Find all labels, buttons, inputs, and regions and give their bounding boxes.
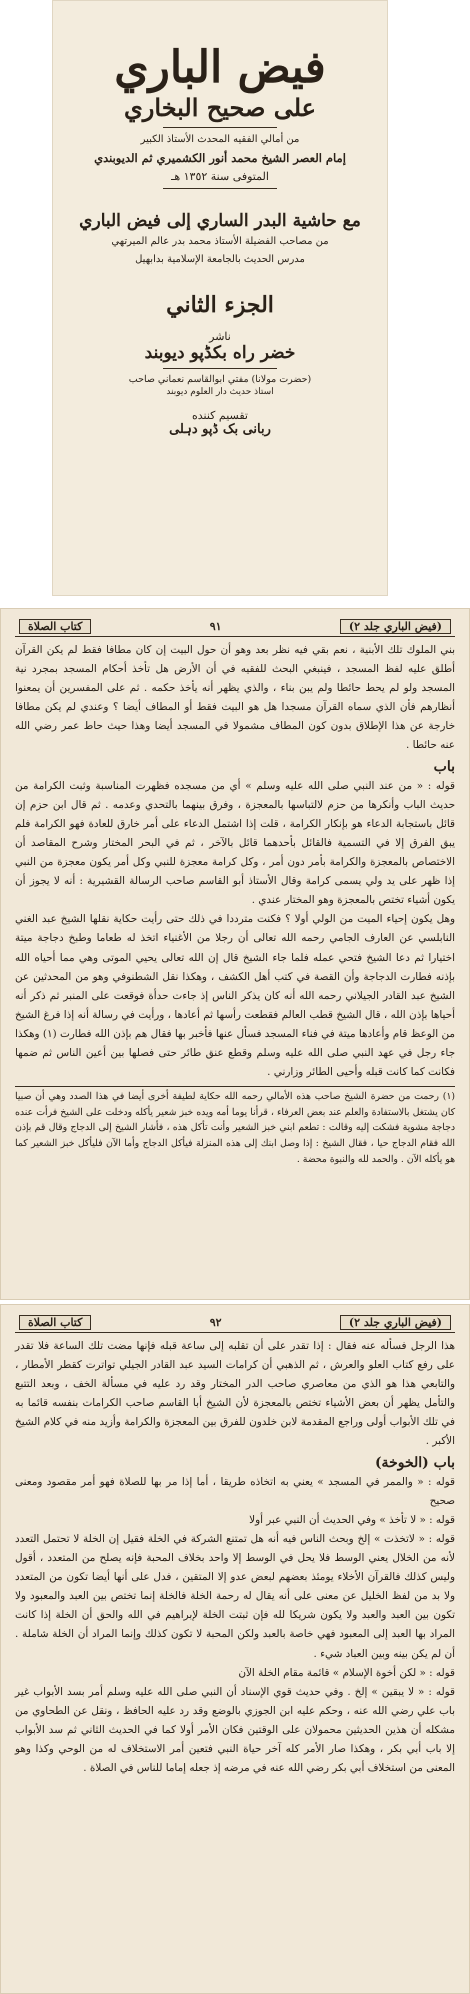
chapter-title-box: (فيض الباري جلد ٢) bbox=[340, 1315, 451, 1330]
paragraph: وهل يكون إحياء الميت من الولي أولا ؟ فكنت مترددا في ذلك حتى رأيت حكاية نقلها الشيخ عبد الغني النابلسي عن العارف الجامي رحمه الله تعالى أن رجلا من الأغنياء اتخذ له طعاما وطبخ دجاجة ميتة اختيارا ثم دعا الشيخ فتحي عمله فلما جاء الشيخ قال إن الله تعالى يحيي الموتى وهي مما أحياه الله بإذنه فطارت الدجاجة وأن القصة في كتب أهل الكشف ، وهكذا نقل الشطنوفي وهو من المحدثين عن الشيخ عبد القادر الجيلاني رحمه الله أنه كان يذكر الناس إذ جاءت حدأة فوقعت على المنبر ثم ذكر أنه أحياها بإذن الله ، قال الشيخ قطب العالم فقطعت رأسها ثم أعادها ، ورأيت في رسالة أنه إذا فرغ الشيخ من الوعظ قام وأعادها ميتة في فناء المسجد فسأل عنها فأخبر بها فقال هم بإذن الله فطارت (١) وهكذا جاء رجل في عهد النبي صلى الله عليه وسلم وقطع عنق طائر حتى فصلها بين أعين الناس ثم ضمها فكانت كما كانت قبله وأحيى الطائر وزارني . bbox=[15, 913, 455, 1079]
chapter-title-box: (فيض الباري جلد ٢) bbox=[340, 619, 451, 634]
paragraph: قوله : « لاتخذت » إلخ وبحث الناس فيه أنه هل تمتنع الشركة في الخلة فقيل إن الخلة لا تحتمل التعدد لأنه من الخلال يعني الوسط فلا يحل في الوسط إلا واحد بخلاف المحبة فإنه يصلح من المتعدد ، أقول وليس كذلك فالقرآن الأخلاء يومئذ بعضهم لبعض عدو إلا المتقين ، فدل على أنها أيضا تكون من المتعدد ولا بد من لفظ الخليل عن معنى على أنه يقال له رحمة الخلة فالخلة إنما تختص بين العبد والمعبود ولا تكون بين العبد والعبد ولا يكون شريكا لله فإن ثبتت الخلة لإبراهيم في الله والحق أن الخلة إذا كانت المراد بها العبد إلى المعبود فهي خاصة بالعبد ولكن المحبة لا تكون كذلك وإنما المراد أن الخلة شاملة . أن لم يكن بينه وبين العباد شيء . bbox=[15, 1532, 455, 1660]
paragraph: قوله : « والممر في المسجد » يعني به اتخاذه طريقا ، أما إذا مر بها للصلاة فهو أمر مقصود ومعنى صحيح bbox=[15, 1475, 455, 1507]
section-heading: باب (الخوخة) bbox=[374, 1454, 455, 1471]
author-name: إمام العصر الشيخ محمد أنور الكشميري ثم الديوبندي bbox=[94, 150, 346, 165]
distributor-label: تقسيم كننده bbox=[192, 408, 248, 422]
section-heading: باب bbox=[433, 758, 455, 775]
author-intro: من أمالي الفقيه المحدث الأستاذ الكبير bbox=[140, 134, 300, 146]
page-number: ٩١ bbox=[209, 620, 222, 633]
publisher-label: ناشر bbox=[209, 330, 231, 344]
footnotes bbox=[15, 1089, 455, 1167]
main-text bbox=[15, 1337, 455, 1778]
publisher-divider bbox=[163, 368, 277, 369]
hashiya-title: مع حاشية البدر الساري إلى فيض الباري bbox=[79, 211, 361, 232]
publisher-role: استاذ حدیث دار العلوم دیوبند bbox=[166, 386, 274, 397]
book-section-box: كتاب الصلاة bbox=[19, 619, 91, 634]
title-divider bbox=[163, 188, 277, 189]
publisher-name: خضر راه بكڈپو دیوبند bbox=[144, 343, 296, 364]
hashiya-author: من مصاحب الفضيلة الأستاذ محمد بدر عالم الميرتهي bbox=[111, 236, 329, 248]
paragraph: قوله : « لا تأخذ » وفي الحديث أن النبي عبر أولا bbox=[249, 1513, 455, 1526]
main-text bbox=[15, 641, 455, 1082]
running-head bbox=[15, 617, 455, 637]
title-divider bbox=[163, 127, 277, 128]
book-title: فيض الباري bbox=[114, 42, 326, 93]
text-page-91 bbox=[0, 608, 470, 1300]
distributor-name: ربانی بک ڈپو دہلی bbox=[169, 421, 271, 437]
page-number: ٩٢ bbox=[209, 1316, 222, 1329]
paragraph: قوله : « لكن أخوة الإسلام » قائمة مقام الخلة الآن bbox=[238, 1666, 455, 1679]
running-head bbox=[15, 1313, 455, 1333]
book-section-box: كتاب الصلاة bbox=[19, 1315, 91, 1330]
text-page-92 bbox=[0, 1304, 470, 1994]
paragraph: بني الملوك تلك الأبنية ، نعم بقي فيه نظر بعد وهو أن حول البيت إن كان مطافا فقط لم يكن القرآن أطلق عليه لفظ المسجد ، فينبغي البحث للفقيه في أن الأرض هل تأخذ أحكام المسجد بمجرد نية المسجد ولو لم يحط حائطا ولم يبن بناء ، والذي يظهر أنه يأخذ حكمه . ثم على المفسرين أن يمعنوا أنظارهم فأن الذي سماه القرآن مسجدا هل هو البيت فقط أو المطاف أيضا ؟ وعندي لم يكن مطافا خارجة عن هذا الإطلاق بدون كون المطاف مشمولا في المسجد أيضا وهذا حيث حاط عمر رضي الله عنه حائطا . bbox=[15, 644, 455, 752]
hashiya-affiliation: مدرس الحديث بالجامعة الإسلامية بدابهيل bbox=[135, 253, 305, 265]
paragraph: قوله : « من عند النبي صلى الله عليه وسلم » أي من مسجده فظهرت المناسبة وثبت الكرامة من حديث الباب وأنكرها من حزم لالتباسها بالمعجزة ، وفرق بينهما بالتحدي وعدمه . ثم قال ابن حزم إن قائل باستجابة الدعاء هو بإنكار الكرامة ، قلت إذا اشتمل الدعاء على أمر خارق للعادة فهو الكرامة فلم يبق الفرق إلا في التسمية فالقائل بأحدهما قائل بالآخر ، ثم في البحر المختار وشرح المقاصد أن الاختصاص بالمعجزة والكرامة بأمر دون أمر ، وكل كرامة معجزة للنبي وكل أمر يكون معجزة من النبي إذا ظهر على يد ولي يسمى كرامة وقال الأستاذ أبو القاسم صاحب الرسالة القشيرية : أنه لا يجوز أن يكون أشياء تختص بالمعجزة وهو المختار عندي . bbox=[15, 779, 455, 907]
book-subtitle: على صحيح البخاري bbox=[124, 93, 316, 123]
title-page bbox=[52, 0, 388, 596]
publisher-person: (حضرت مولانا) مفتي ابوالقاسم نعماني صاحب bbox=[128, 374, 312, 386]
author-death-year: المتوفى سنة ١٣٥٢ هـ bbox=[171, 170, 269, 184]
volume-label: الجزء الثاني bbox=[166, 292, 274, 319]
paragraph: قوله : « لا يبقين » إلخ . وفي حديث قوي الإسناد أن النبي صلى الله عليه وسلم أمر بسد الأبواب غير باب علي رضي الله عنه ، وحكم عليه ابن الجوزي بالوضع وقد رد عليه الحافظ ، ونقل عن الطحاوي من مشكله أن هذين الحديثين محمولان على الوقتين فكان الأمر أولا كما في الحديث الثاني ثم سد الأبواب إلا باب أبي بكر ، وهكذا صار الأمر كله آخر حياة النبي فتعين أمر الاستخلاف له من الوحي وكذا وهو المعنى من استخلاف أبي بكر رضي الله عنه في مرضه إذ جعله إماما للناس في الصلاة . bbox=[15, 1685, 455, 1775]
footnote-divider bbox=[15, 1086, 455, 1087]
paragraph: هذا الرجل فسأله عنه فقال : إذا تقدر على أن تقلبه إلى ساعة قبله فإنها مضت تلك الساعة فلا تقدر على رفع كتاب العلو والعرش ، ثم الذهبي أن كرامات السيد عبد القادر الجيلي تواترت كقطر الأمطار ، والتابعي هذا هو الذي من معاصري صاحب الدر المختار وقد رد عليه في مسألة الخف ، وبعد التتبع والتأمل يظهر أن بعض الأشياء تختص بالمعجزة لأن الشيخ أبا القاسم صاحب الكرامات بنفسه قائما به في تلك الأبواب أولى وراجع المقدمة لابن خلدون للفرق بين المعجزة والكرامة وأزيد منه في كلام الشيخ الأكبر . bbox=[15, 1340, 455, 1448]
footnote: (١) رحمت من حضرة الشيخ صاحب هذه الأمالي رحمه الله حكاية لطيفة أخرى أيضا في هذا الصدد وهي أن صبيا كان يشتغل بالاستفادة والعلم عند بعض العرفاء ، قرأنا يوما أمه ويده خبز شعير يأكله ودخلت على الشيخ فرأت عنده دجاجة مشوية فشكت إليه وقالت : تطعم ابني خبز الشعير وأنت تأكل هذه ، فأشار الشيخ إلى الدجاج وقال قم بإذن الله فقام الدجاج حيا ، فقال الشيخ : إذا وصل ابنك إلى هذه المنزلة فيأكل الدجاج وأما الآن فليأكل خبز الشعير كما هو يأكله الآن . والحمد لله والنبوة محضة . bbox=[15, 1091, 455, 1165]
